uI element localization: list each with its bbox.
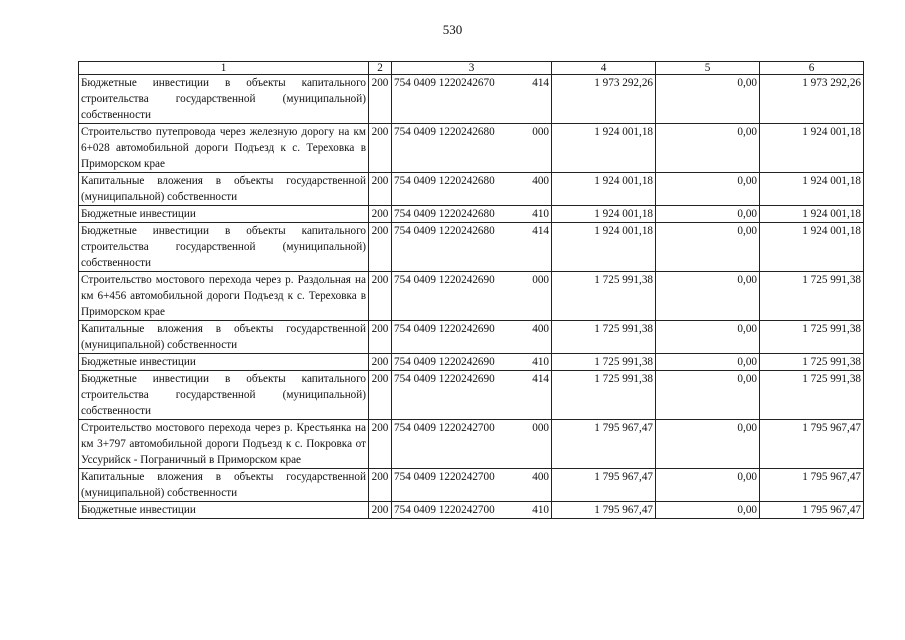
amount-col5: 0,00 xyxy=(656,321,760,354)
table-row xyxy=(79,75,864,124)
amount-col4: 1 795 967,47 xyxy=(552,469,656,502)
amount-col5: 0,00 xyxy=(656,206,760,223)
amount-col6: 1 795 967,47 xyxy=(760,420,864,469)
col2-value: 200 xyxy=(369,173,392,206)
amount-col4: 1 725 991,38 xyxy=(552,354,656,371)
header-col-2: 2 xyxy=(369,62,392,75)
header-col-1: 1 xyxy=(79,62,369,75)
amount-col4: 1 924 001,18 xyxy=(552,124,656,173)
table-row xyxy=(79,420,864,469)
expense-type-code: 410 xyxy=(532,504,549,516)
item-name: Строительство путепровода через железную дорогу на км 6+028 автомобильной дороги Подъезд к с. Тереховка в Приморском крае xyxy=(79,124,369,173)
amount-col5: 0,00 xyxy=(656,124,760,173)
item-name: Строительство мостового перехода через р. Крестьянка на км 3+797 автомобильной дороги Подъезд к с. Покровка от Уссурийск - Пограничный в Приморском крае xyxy=(79,420,369,469)
expense-type-code: 414 xyxy=(532,373,549,385)
classification-code: 754 0409 1220242670 xyxy=(394,77,495,89)
amount-col6: 1 795 967,47 xyxy=(760,469,864,502)
header-col-3: 3 xyxy=(392,62,552,75)
header-col-5: 5 xyxy=(656,62,760,75)
item-name: Капитальные вложения в объекты государственной (муниципальной) собственности xyxy=(79,321,369,354)
col2-value: 200 xyxy=(369,206,392,223)
item-name: Бюджетные инвестиции xyxy=(79,354,369,371)
item-name: Бюджетные инвестиции в объекты капитального строительства государственной (муниципальной) собственности xyxy=(79,223,369,272)
amount-col5: 0,00 xyxy=(656,469,760,502)
classification-code: 754 0409 1220242680 xyxy=(394,175,495,187)
amount-col5: 0,00 xyxy=(656,173,760,206)
amount-col5: 0,00 xyxy=(656,502,760,519)
amount-col4: 1 725 991,38 xyxy=(552,272,656,321)
col2-value: 200 xyxy=(369,75,392,124)
item-name: Капитальные вложения в объекты государственной (муниципальной) собственности xyxy=(79,173,369,206)
item-name: Бюджетные инвестиции в объекты капитального строительства государственной (муниципальной) собственности xyxy=(79,75,369,124)
budget-table xyxy=(78,61,864,519)
col2-value: 200 xyxy=(369,354,392,371)
expense-type-code: 410 xyxy=(532,208,549,220)
expense-type-code: 400 xyxy=(532,175,549,187)
amount-col5: 0,00 xyxy=(656,272,760,321)
table-row xyxy=(79,469,864,502)
amount-col6: 1 725 991,38 xyxy=(760,321,864,354)
amount-col6: 1 924 001,18 xyxy=(760,223,864,272)
expense-type-code: 410 xyxy=(532,356,549,368)
item-name: Бюджетные инвестиции в объекты капитального строительства государственной (муниципальной) собственности xyxy=(79,371,369,420)
table-row xyxy=(79,206,864,223)
item-name: Бюджетные инвестиции xyxy=(79,502,369,519)
expense-type-code: 414 xyxy=(532,77,549,89)
table-row xyxy=(79,502,864,519)
amount-col4: 1 725 991,38 xyxy=(552,371,656,420)
amount-col5: 0,00 xyxy=(656,420,760,469)
amount-col4: 1 973 292,26 xyxy=(552,75,656,124)
amount-col4: 1 725 991,38 xyxy=(552,321,656,354)
amount-col6: 1 795 967,47 xyxy=(760,502,864,519)
header-col-4: 4 xyxy=(552,62,656,75)
item-name: Бюджетные инвестиции xyxy=(79,206,369,223)
amount-col5: 0,00 xyxy=(656,354,760,371)
expense-type-code: 414 xyxy=(532,225,549,237)
amount-col4: 1 795 967,47 xyxy=(552,502,656,519)
col2-value: 200 xyxy=(369,469,392,502)
col2-value: 200 xyxy=(369,420,392,469)
col2-value: 200 xyxy=(369,502,392,519)
amount-col6: 1 924 001,18 xyxy=(760,206,864,223)
amount-col6: 1 924 001,18 xyxy=(760,173,864,206)
classification-code: 754 0409 1220242680 xyxy=(394,126,495,138)
amount-col5: 0,00 xyxy=(656,223,760,272)
col2-value: 200 xyxy=(369,272,392,321)
table-row xyxy=(79,321,864,354)
classification-code: 754 0409 1220242680 xyxy=(394,208,495,220)
col2-value: 200 xyxy=(369,223,392,272)
amount-col6: 1 725 991,38 xyxy=(760,354,864,371)
classification-code: 754 0409 1220242680 xyxy=(394,225,495,237)
table-row xyxy=(79,354,864,371)
classification-code: 754 0409 1220242690 xyxy=(394,274,495,286)
table-row xyxy=(79,272,864,321)
amount-col6: 1 725 991,38 xyxy=(760,371,864,420)
item-name: Строительство мостового перехода через р. Раздольная на км 6+456 автомобильной дороги Подъезд к с. Тереховка в Приморском крае xyxy=(79,272,369,321)
table-row xyxy=(79,173,864,206)
amount-col4: 1 795 967,47 xyxy=(552,420,656,469)
col2-value: 200 xyxy=(369,371,392,420)
amount-col5: 0,00 xyxy=(656,75,760,124)
expense-type-code: 000 xyxy=(532,126,549,138)
amount-col4: 1 924 001,18 xyxy=(552,223,656,272)
amount-col4: 1 924 001,18 xyxy=(552,206,656,223)
classification-code: 754 0409 1220242700 xyxy=(394,504,495,516)
classification-code: 754 0409 1220242700 xyxy=(394,471,495,483)
amount-col6: 1 725 991,38 xyxy=(760,272,864,321)
header-col-6: 6 xyxy=(760,62,864,75)
expense-type-code: 400 xyxy=(532,323,549,335)
header-row xyxy=(79,62,864,75)
table-row xyxy=(79,124,864,173)
item-name: Капитальные вложения в объекты государственной (муниципальной) собственности xyxy=(79,469,369,502)
table-row xyxy=(79,371,864,420)
classification-code: 754 0409 1220242700 xyxy=(394,422,495,434)
page-number: 530 xyxy=(442,22,463,37)
expense-type-code: 000 xyxy=(532,274,549,286)
classification-code: 754 0409 1220242690 xyxy=(394,356,495,368)
amount-col4: 1 924 001,18 xyxy=(552,173,656,206)
amount-col5: 0,00 xyxy=(656,371,760,420)
classification-code: 754 0409 1220242690 xyxy=(394,373,495,385)
table-row xyxy=(79,223,864,272)
col2-value: 200 xyxy=(369,321,392,354)
expense-type-code: 400 xyxy=(532,471,549,483)
amount-col6: 1 973 292,26 xyxy=(760,75,864,124)
classification-code: 754 0409 1220242690 xyxy=(394,323,495,335)
col2-value: 200 xyxy=(369,124,392,173)
expense-type-code: 000 xyxy=(532,422,549,434)
amount-col6: 1 924 001,18 xyxy=(760,124,864,173)
